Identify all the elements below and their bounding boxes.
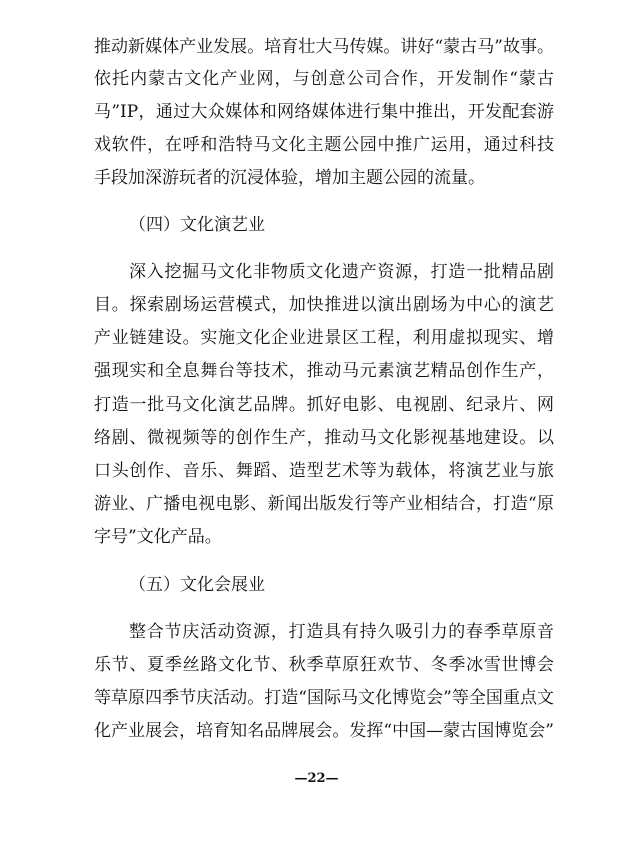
page-number: —22—	[294, 771, 339, 786]
body-line: 字号”文化产品。	[94, 527, 222, 547]
body-line: 依托内蒙古文化产业网，与创意公司合作，开发制作“蒙古	[94, 69, 554, 89]
body-line: 目。探索剧场运营模式，加快推进以演出剧场为中心的演艺	[94, 295, 554, 315]
body-line: 整合节庆活动资源，打造具有持久吸引力的春季草原音	[129, 622, 554, 642]
body-line: 马”IP，通过大众媒体和网络媒体进行集中推出，开发配套游	[94, 102, 554, 122]
body-line: 深入挖掘马文化非物质文化遗产资源，打造一批精品剧	[129, 262, 554, 282]
body-line: 强现实和全息舞台等技术，推动马元素演艺精品创作生产，	[94, 361, 554, 381]
body-line: 乐节、夏季丝路文化节、秋季草原狂欢节、冬季冰雪世博会	[94, 655, 554, 675]
body-line: 打造一批马文化演艺品牌。抓好电影、电视剧、纪录片、网	[94, 395, 554, 415]
body-line: 口头创作、音乐、舞蹈、造型艺术等为载体，将演艺业与旅	[94, 461, 554, 481]
section-heading-5: （五）文化会展业	[129, 575, 265, 595]
body-line: 产业链建设。实施文化企业进景区工程，利用虚拟现实、增	[94, 328, 554, 348]
body-line: 手段加深游玩者的沉浸体验，增加主题公园的流量。	[94, 168, 485, 188]
body-line: 戏软件，在呼和浩特马文化主题公园中推广运用，通过科技	[94, 135, 554, 155]
body-line: 等草原四季节庆活动。打造“国际马文化博览会”等全国重点文	[94, 688, 554, 708]
body-line: 络剧、微视频等的创作生产，推动马文化影视基地建设。以	[94, 428, 554, 448]
section-heading-4: （四）文化演艺业	[129, 215, 265, 235]
body-line: 化产业展会，培育知名品牌展会。发挥“中国—蒙古国博览会”	[94, 721, 554, 741]
body-line: 游业、广播电视电影、新闻出版发行等产业相结合，打造“原	[94, 494, 554, 514]
body-line: 推动新媒体产业发展。培育壮大马传媒。讲好“蒙古马”故事。	[94, 37, 554, 57]
